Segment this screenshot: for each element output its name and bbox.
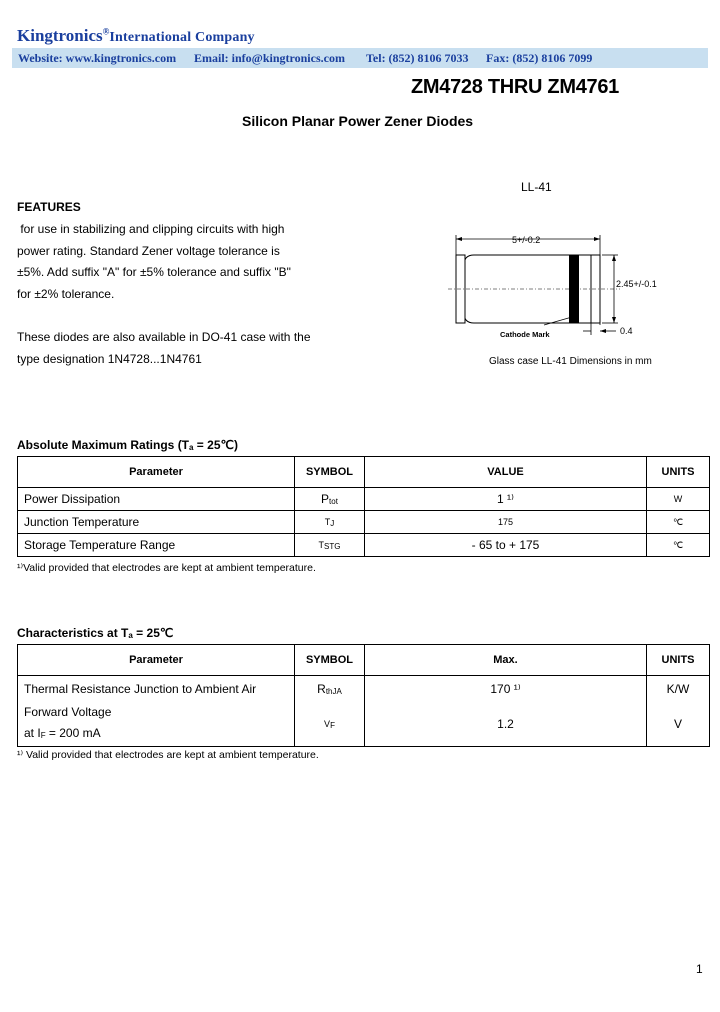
- column-header: Parameter: [18, 645, 295, 676]
- unit-cell: W: [647, 488, 710, 511]
- symbol-text: T: [324, 516, 331, 527]
- features-heading: FEATURES: [17, 200, 81, 214]
- abs-max-heading: [17, 438, 238, 452]
- unit-cell: ℃: [647, 511, 710, 534]
- symbol-text: V: [324, 718, 331, 729]
- availability-line: These diodes are also available in DO-41 case with the: [17, 330, 311, 344]
- features-text: [17, 219, 291, 305]
- brand-subtitle: International Company: [109, 30, 255, 45]
- table-row: [18, 488, 710, 511]
- abs-max-table: [17, 456, 710, 557]
- param-line-text: at I: [24, 726, 41, 740]
- symbol-text: R: [317, 682, 326, 696]
- symbol-cell: [295, 676, 365, 703]
- column-header: UNITS: [647, 457, 710, 488]
- characteristics-heading: [17, 626, 173, 640]
- column-header: Max.: [365, 645, 647, 676]
- cathode-mark-label: Cathode Mark: [500, 330, 550, 339]
- value-cell: 170 ¹⁾: [365, 676, 647, 703]
- symbol-text: P: [321, 492, 330, 506]
- website-text: Website: www.kingtronics.com: [18, 51, 177, 65]
- value-cell: - 65 to + 175: [365, 534, 647, 557]
- page-title: ZM4728 THRU ZM4761: [411, 76, 619, 98]
- column-header: VALUE: [365, 457, 647, 488]
- param-cell: Power Dissipation: [18, 488, 295, 511]
- param-cell: Thermal Resistance Junction to Ambient Air: [18, 676, 295, 703]
- param-cell: Junction Temperature: [18, 511, 295, 534]
- table-row: [18, 676, 710, 703]
- abs-max-footnote: ¹⁾Valid provided that electrodes are kept at ambient temperature.: [17, 562, 316, 574]
- symbol-sub: F: [330, 720, 335, 730]
- unit-cell: K/W: [647, 676, 710, 703]
- param-line-post: = 200 mA: [45, 726, 101, 740]
- symbol-sub: thJA: [325, 687, 342, 696]
- unit-cell: ℃: [647, 534, 710, 557]
- figure-caption: Glass case LL-41 Dimensions in mm: [489, 356, 652, 367]
- abs-max-heading-post: = 25℃): [193, 438, 238, 452]
- availability-text: [17, 327, 311, 370]
- value-cell: 175: [365, 511, 647, 534]
- abs-max-heading-sub: a: [189, 443, 194, 452]
- tel-text: Tel: (852) 8106 7033: [366, 51, 469, 65]
- diode-drawing: [440, 225, 680, 345]
- features-line: for use in stabilizing and clipping circuits with high: [17, 222, 285, 236]
- value-cell: 1.2: [365, 702, 647, 747]
- param-line-sub: F: [40, 731, 46, 740]
- column-header: Parameter: [18, 457, 295, 488]
- table-header-row: [18, 645, 710, 676]
- table-row: [18, 534, 710, 557]
- param-cell: [18, 702, 295, 747]
- column-header: SYMBOL: [295, 645, 365, 676]
- symbol-cell: [295, 488, 365, 511]
- table-row: [18, 702, 710, 747]
- symbol-cell: [295, 702, 365, 747]
- table-header-row: [18, 457, 710, 488]
- characteristics-heading-post: = 25℃: [132, 626, 174, 640]
- features-line: ±5%. Add suffix "A" for ±5% tolerance and suffix "B": [17, 265, 291, 279]
- registered-mark: ®: [102, 26, 110, 37]
- symbol-text: T: [318, 539, 325, 550]
- features-line: power rating. Standard Zener voltage tolerance is: [17, 243, 280, 258]
- column-header: UNITS: [647, 645, 710, 676]
- column-header: SYMBOL: [295, 457, 365, 488]
- brand-name: Kingtronics: [17, 26, 103, 45]
- features-line: for ±2% tolerance.: [17, 286, 115, 301]
- symbol-sub: J: [330, 518, 335, 528]
- cathode-band: [569, 255, 579, 323]
- contact-bar: [12, 48, 708, 68]
- param-line: Forward Voltage: [24, 705, 112, 719]
- value-cell: 1 ¹⁾: [365, 488, 647, 511]
- characteristics-heading-sub: a: [128, 631, 133, 640]
- unit-cell: V: [647, 702, 710, 747]
- availability-line: type designation 1N4728...1N4761: [17, 351, 202, 366]
- end-dimension: 0.4: [620, 326, 633, 336]
- symbol-sub: STG: [324, 541, 341, 551]
- page-subtitle: Silicon Planar Power Zener Diodes: [242, 113, 474, 129]
- param-line: [24, 723, 288, 746]
- symbol-sub: tot: [329, 497, 338, 506]
- characteristics-table: [17, 644, 710, 747]
- fax-text: Fax: (852) 8106 7099: [486, 51, 593, 65]
- symbol-cell: [295, 511, 365, 534]
- length-dimension: 5+/-0.2: [512, 235, 541, 245]
- email-text: Email: info@kingtronics.com: [194, 51, 345, 65]
- param-cell: Storage Temperature Range: [18, 534, 295, 557]
- diameter-dimension: 2.45+/-0.1: [616, 279, 657, 289]
- table-row: [18, 511, 710, 534]
- symbol-cell: [295, 534, 365, 557]
- page-number: 1: [696, 962, 703, 976]
- characteristics-heading-text: Characteristics at T: [17, 626, 129, 640]
- company-brand: [17, 26, 255, 46]
- characteristics-footnote: ¹⁾ Valid provided that electrodes are kept at ambient temperature.: [17, 749, 319, 761]
- package-label: LL-41: [521, 180, 552, 194]
- abs-max-heading-text: Absolute Maximum Ratings (T: [17, 438, 190, 452]
